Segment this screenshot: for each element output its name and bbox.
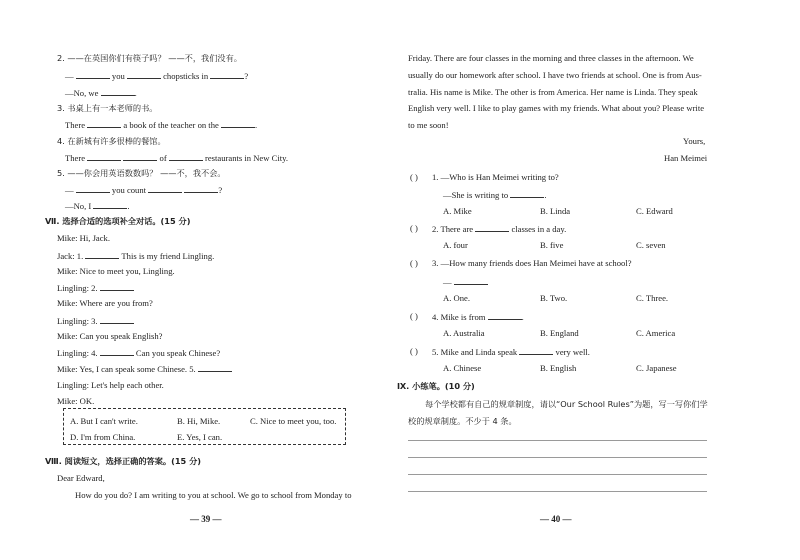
letter-paragraph: How do you do? I am writing to you at school. We go to school from Monday to	[75, 490, 352, 500]
q1-option-a[interactable]: A. Mike	[443, 206, 472, 216]
option-b[interactable]: B. Hi, Mike.	[177, 416, 221, 426]
blank[interactable]	[198, 363, 232, 372]
q3-option-c[interactable]: C. Three.	[636, 293, 669, 303]
q3-option-a[interactable]: A. One.	[443, 293, 470, 303]
blank[interactable]	[169, 152, 203, 161]
question-1: 1. —Who is Han Meimei writing to?	[432, 172, 559, 182]
q2-response-line: —No, we .	[65, 88, 137, 98]
blank[interactable]	[87, 152, 121, 161]
question-1-response: —She is writing to .	[443, 190, 547, 200]
q5-response-line: —No, I .	[65, 201, 130, 211]
blank[interactable]	[510, 189, 544, 198]
option-a[interactable]: A. But I can't write.	[70, 416, 138, 426]
dialogue-line: Mike: Nice to meet you, Lingling.	[57, 266, 175, 276]
blank[interactable]	[101, 87, 135, 96]
dialogue-line: Mike: Yes, I can speak some Chinese. 5.	[57, 363, 232, 375]
dialogue-line: Mike: Where are you from?	[57, 298, 153, 308]
option-e[interactable]: E. Yes, I can.	[177, 432, 223, 442]
writing-line[interactable]	[408, 457, 707, 458]
blank[interactable]	[210, 70, 244, 79]
section-7-title: Ⅶ. 选择合适的选项补全对话。(15 分)	[45, 216, 191, 226]
q4-option-b[interactable]: B. England	[540, 328, 579, 338]
blank[interactable]	[87, 119, 121, 128]
letter-signature: Han Meimei	[664, 153, 708, 163]
q5-answer-line: — you count ?	[65, 185, 223, 195]
blank[interactable]	[100, 282, 134, 291]
letter-paragraph: usually do our homework after school. I have two friends at school. One is from Aus-	[408, 70, 702, 80]
blank[interactable]	[76, 70, 110, 79]
q4-chinese: 4. 在新城有许多很棒的餐馆。	[57, 136, 166, 146]
section-9-title: Ⅸ. 小练笔。(10 分)	[397, 381, 475, 391]
question-3: 3. —How many friends does Han Meimei have at school?	[432, 258, 632, 268]
question-3-response: —	[443, 276, 488, 288]
dialogue-line: Lingling: 4. Can you speak Chinese?	[57, 348, 221, 358]
option-c[interactable]: C. Nice to meet you, too.	[250, 416, 337, 426]
letter-paragraph: to me soon!	[408, 120, 449, 130]
q4-answer-line: There of restaurants in New City.	[65, 153, 288, 163]
answer-parentheses[interactable]: ( )	[410, 258, 418, 268]
dialogue-line: Mike: Hi, Jack.	[57, 233, 110, 243]
letter-paragraph: Friday. There are four classes in the morning and three classes in the afternoon. We	[408, 53, 694, 63]
q2-option-a[interactable]: A. four	[443, 240, 468, 250]
blank[interactable]	[123, 152, 157, 161]
q3-option-b[interactable]: B. Two.	[540, 293, 568, 303]
q3-answer-line: There a book of the teacher on the .	[65, 120, 258, 130]
q2-answer-line: — you chopsticks in ?	[65, 71, 249, 81]
question-4: 4. Mike is from .	[432, 312, 524, 322]
q4-option-a[interactable]: A. Australia	[443, 328, 485, 338]
q1-option-b[interactable]: B. Linda	[540, 206, 571, 216]
q5-option-b[interactable]: B. English	[540, 363, 577, 373]
q5-chinese: 5. ——你会用英语数数吗？ ——不，我不会。	[57, 168, 226, 178]
blank[interactable]	[519, 346, 553, 355]
q1-option-c[interactable]: C. Edward	[636, 206, 673, 216]
dialogue-line: Jack: 1. This is my friend Lingling.	[57, 251, 215, 261]
writing-line[interactable]	[408, 440, 707, 441]
q5-option-c[interactable]: C. Japanese	[636, 363, 677, 373]
blank[interactable]	[85, 250, 119, 259]
blank[interactable]	[488, 311, 522, 320]
letter-paragraph: tralia. His name is Mike. The other is from America. Her name is Linda. They speak	[408, 87, 698, 97]
blank[interactable]	[475, 223, 509, 232]
dialogue-line: Lingling: 3.	[57, 315, 134, 327]
blank[interactable]	[100, 315, 134, 324]
letter-paragraph: English very well. I like to play games with my friends. What about you? Please write	[408, 103, 705, 113]
blank[interactable]	[148, 184, 182, 193]
q5-option-a[interactable]: A. Chinese	[443, 363, 482, 373]
blank[interactable]	[100, 347, 134, 356]
q2-option-c[interactable]: C. seven	[636, 240, 666, 250]
writing-line[interactable]	[408, 491, 707, 492]
writing-instruction: 校的规章制度。不少于 4 条。	[408, 416, 517, 426]
blank[interactable]	[127, 70, 161, 79]
letter-signoff: Yours,	[683, 136, 706, 146]
answer-parentheses[interactable]: ( )	[410, 346, 418, 356]
blank[interactable]	[221, 119, 255, 128]
answer-parentheses[interactable]: ( )	[410, 223, 418, 233]
blank[interactable]	[454, 276, 488, 285]
dialogue-line: Lingling: 2.	[57, 282, 134, 294]
dialogue-line: Mike: OK.	[57, 396, 95, 406]
writing-line[interactable]	[408, 474, 707, 475]
blank[interactable]	[76, 184, 110, 193]
q2-option-b[interactable]: B. five	[540, 240, 564, 250]
dialogue-line: Lingling: Let's help each other.	[57, 380, 164, 390]
question-2: 2. There are classes in a day.	[432, 224, 567, 234]
letter-greeting: Dear Edward,	[57, 473, 105, 483]
section-8-title: Ⅷ. 阅读短文，选择正确的答案。(15 分)	[45, 456, 202, 466]
option-d[interactable]: D. I'm from China.	[70, 432, 136, 442]
writing-instruction: 每个学校都有自己的规章制度，请以“Our School Rules”为题，写一写你们学	[425, 399, 708, 409]
question-5: 5. Mike and Linda speak very well.	[432, 347, 590, 357]
dialogue-line: Mike: Can you speak English?	[57, 331, 163, 341]
answer-parentheses[interactable]: ( )	[410, 172, 418, 182]
answer-parentheses[interactable]: ( )	[410, 311, 418, 321]
q2-chinese: 2. ——在英国你们有筷子吗？ ——不，我们没有。	[57, 53, 242, 63]
page-number: — 40 —	[540, 514, 572, 524]
page-number: — 39 —	[190, 514, 222, 524]
q3-chinese: 3. 书桌上有一本老师的书。	[57, 103, 158, 113]
blank[interactable]	[93, 200, 127, 209]
blank[interactable]	[184, 184, 218, 193]
q4-option-c[interactable]: C. America	[636, 328, 676, 338]
